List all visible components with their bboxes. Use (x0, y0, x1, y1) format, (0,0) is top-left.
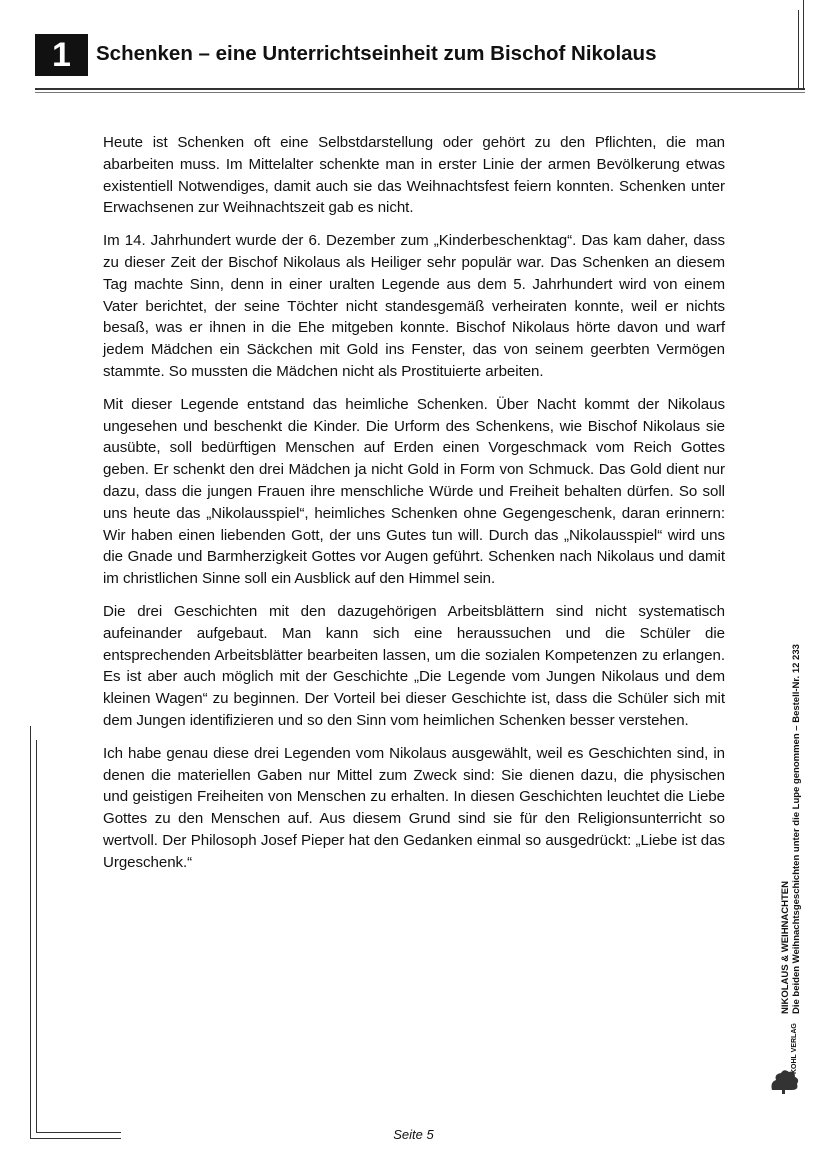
paragraph: Mit dieser Legende entstand das heimliche Schenken. Über Nacht kommt der Nikolaus ungesehen und beschenkt die Kinder. Die Urform des Schenkens, wie Bischof Nikolaus sie ausübte, soll bedürftigen Menschen auf Erden einen Vorgeschmack vom Reich Gottes geben. Er schenkt den drei Mädchen ja nicht Gold in Form von Schmuck. Das Gold dient nur dazu, dass die jungen Frauen ihre menschliche Würde und Freiheit behalten dürfen. So soll uns heute das „Nikolausspiel“, heimliches Schenken ohne Gegengeschenk, daran erinnern: Wir haben einen liebenden Gott, der uns Gutes tun will. Durch das „Nikolausspiel“ wird uns die Gnade und Barmherzigkeit Gottes vor Augen geführt. Schenken nach Nikolaus und damit im christlichen Sinne soll ein Ausblick auf den Himmel sein. (103, 395, 725, 588)
publisher-label: KOHL VERLAG (791, 1023, 798, 1074)
side-imprint-line1: NIKOLAUS & WEIHNACHTEN (780, 881, 791, 1014)
left-frame-line-inner (36, 740, 37, 1132)
paragraph: Heute ist Schenken oft eine Selbstdarstellung oder gehört zu den Pflichten, die man abarbeiten muss. Im Mittelalter schenkte man in erster Linie der armen Bevölkerung etwas existentiell Notwendiges, damit auch sie das Weihnachtsfest feiern konnten. Schenken unter Erwachsenen zur Weihnachtszeit gab es nicht. (103, 134, 725, 217)
publisher-logo-icon (766, 1066, 806, 1094)
header-divider (35, 88, 805, 90)
left-frame-line (30, 726, 31, 1138)
header-divider-thin (35, 92, 805, 93)
right-frame-line-inner (798, 10, 799, 90)
side-imprint-line2: Die beiden Weihnachtsgeschichten unter die Lupe genommen – Bestell-Nr. 12 233 (791, 644, 802, 1014)
paragraph: Im 14. Jahrhundert wurde der 6. Dezember zum „Kinderbeschenktag“. Das kam daher, dass zu dieser Zeit der Bischof Nikolaus als Heiliger sehr populär war. Das Schenken an diesem Tag machte Sinn, denn in einer uralten Legende aus dem 5. Jahrhundert wird von einem Vater berichtet, der seine Töchter nicht standesgemäß verheiraten konnte, weil er nichts besaß, was er ihnen in die Ehe mitgeben konnte. Bischof Nikolaus hörte davon und warf jedem Mädchen ein Säckchen mit Gold ins Fenster, das von seinem geerbten Vermögen stammte. So mussten die Mädchen nicht als Prostituierte arbeiten. (103, 232, 725, 380)
chapter-number-badge: 1 (35, 34, 88, 76)
paragraph: Die drei Geschichten mit den dazugehörigen Arbeitsblättern sind nicht systematisch aufeinander aufgebaut. Man kann sich eine heraussuchen und die Schüler die entsprechenden Arbeitsblätter bearbeiten lassen, um die sozialen Kompetenzen zu erlangen. Es ist aber auch möglich mit der Geschichte „Die Legende vom Jungen Nikolaus und dem kleinen Wagen“ zu beginnen. Der Vorteil bei dieser Geschichte ist, dass die Schüler sich mit dem Jungen identifizieren und so den Sinn vom heimlichen Schenken besser verstehen. (103, 602, 725, 729)
side-imprint (762, 622, 822, 1092)
page-number: Seite 5 (393, 1127, 434, 1142)
page-title: Schenken – eine Unterrichtseinheit zum Bischof Nikolaus (96, 42, 657, 65)
paragraph: Ich habe genau diese drei Legenden vom Nikolaus ausgewählt, weil es Geschichten sind, in denen die materiellen Gaben nur Mittel zum Zweck sind: Sie dienen dazu, die physischen und geistigen Freiheiten von Menschen zu erhalten. In diesen Geschichten leuchtet die Liebe Gottes zu den Menschen auf. Aus diesem Grund sind sie für den Religionsunterricht so wertvoll. Der Philosoph Josef Pieper hat den Gedanken einmal so ausgedrückt: „Liebe ist das Urgeschenk.“ (103, 744, 725, 871)
right-frame-line (803, 0, 804, 90)
main-text (103, 132, 725, 885)
